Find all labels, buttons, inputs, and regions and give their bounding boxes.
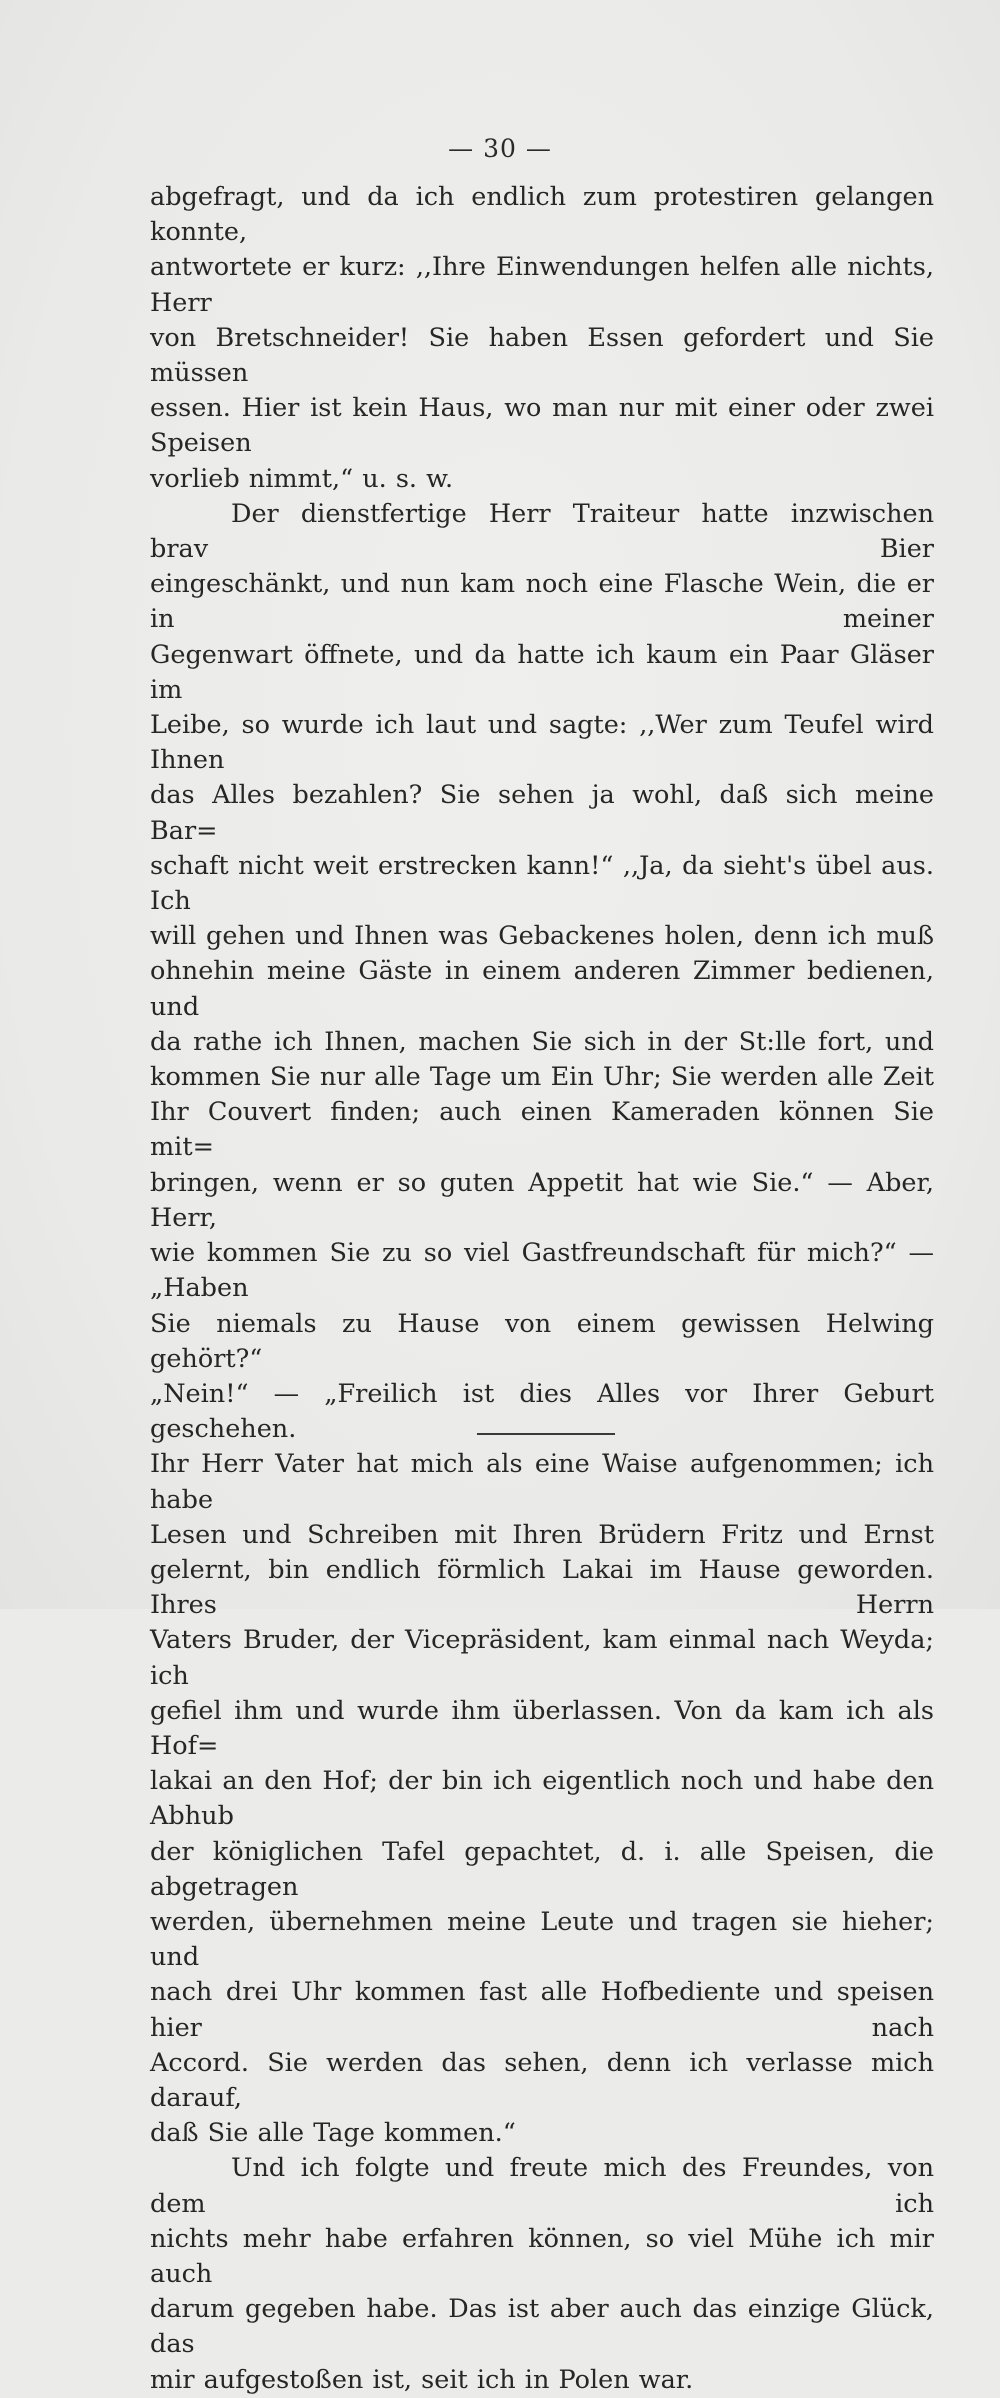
text-line: da rathe ich Ihnen, machen Sie sich in der St:lle fort, und <box>150 1026 934 1057</box>
text-line: gelernt, bin endlich förmlich Lakai im Hause geworden. Ihres Herrn <box>150 1554 934 1621</box>
text-line: abgefragt, und da ich endlich zum protestiren gelangen konnte, <box>150 182 934 248</box>
text-line: Der dienstfertige Herr Traiteur hatte inzwischen brav Bier <box>150 498 934 565</box>
page-number: — 30 — <box>448 134 552 163</box>
text-line: das Alles bezahlen? Sie sehen ja wohl, daß sich meine Bar= <box>150 780 934 846</box>
text-line: lakai an den Hof; der bin ich eigentlich noch und habe den Abhub <box>150 1766 934 1832</box>
text-line: Vaters Bruder, der Vicepräsident, kam einmal nach Weyda; ich <box>150 1625 934 1691</box>
text-line: kommen Sie nur alle Tage um Ein Uhr; Sie werden alle Zeit <box>150 1062 934 1093</box>
text-line: von Bretschneider! Sie haben Essen gefordert und Sie müssen <box>150 322 934 389</box>
text-line: gefiel ihm und wurde ihm überlassen. Von da kam ich als Hof= <box>150 1695 934 1761</box>
text-line: Gegenwart öffnete, und da hatte ich kaum ein Paar Gläser im <box>150 639 934 705</box>
paragraph-3 <box>150 2151 934 2397</box>
paragraph-1 <box>150 180 934 497</box>
text-line: darum gegeben habe. Das ist aber auch das einzige Glück, das <box>150 2294 934 2360</box>
text-line: mir aufgestoßen ist, seit ich in Polen war. <box>150 2364 694 2395</box>
text-line: will gehen und Ihnen was Gebackenes holen, denn ich muß <box>150 921 934 952</box>
text-line: ohnehin meine Gäste in einem anderen Zimmer bedienen, und <box>150 956 934 1022</box>
text-line: bringen, wenn er so guten Appetit hat wie Sie.“ — Aber, Herr, <box>150 1167 934 1233</box>
text-line: Accord. Sie werden das sehen, denn ich verlasse mich darauf, <box>150 2047 934 2113</box>
text-line: antwortete er kurz: ,,Ihre Einwendungen helfen alle nichts, Herr <box>150 252 934 318</box>
closing-rule <box>477 1433 615 1435</box>
body-text <box>150 180 934 2398</box>
text-line: „Nein!“ — „Freilich ist dies Alles vor Ihrer Geburt geschehen. <box>150 1378 934 1445</box>
text-line: nach drei Uhr kommen fast alle Hofbediente und speisen hier nach <box>150 1977 934 2043</box>
text-line: der königlichen Tafel gepachtet, d. i. alle Speisen, die abgetragen <box>150 1836 934 1902</box>
text-line: eingeschänkt, und nun kam noch eine Flasche Wein, die er in meiner <box>150 569 934 635</box>
text-line: nichts mehr habe erfahren können, so viel Mühe ich mir auch <box>150 2223 934 2289</box>
text-line: Sie niemals zu Hause von einem gewissen Helwing gehört?“ <box>150 1308 934 1374</box>
text-line: Ihr Herr Vater hat mich als eine Waise aufgenommen; ich habe <box>150 1449 934 1515</box>
text-line: Lesen und Schreiben mit Ihren Brüdern Fritz und Ernst <box>150 1519 934 1550</box>
text-line: Ihr Couvert finden; auch einen Kameraden können Sie mit= <box>150 1097 934 1163</box>
paragraph-2 <box>150 497 934 2152</box>
text-line: werden, übernehmen meine Leute und tragen sie hieher; und <box>150 1906 934 1973</box>
text-line: Und ich folgte und freute mich des Freundes, von dem ich <box>150 2153 934 2219</box>
text-line: Leibe, so wurde ich laut und sagte: ,,Wer zum Teufel wird Ihnen <box>150 710 934 776</box>
text-line: vorlieb nimmt,“ u. s. w. <box>150 463 454 494</box>
text-line: schaft nicht weit erstrecken kann!“ ,,Ja, da sieht's übel aus. Ich <box>150 850 934 917</box>
text-line: daß Sie alle Tage kommen.“ <box>150 2118 516 2149</box>
text-line: wie kommen Sie zu so viel Gastfreundschaft für mich?“ — „Haben <box>150 1238 934 1304</box>
text-line: essen. Hier ist kein Haus, wo man nur mit einer oder zwei Speisen <box>150 393 934 459</box>
